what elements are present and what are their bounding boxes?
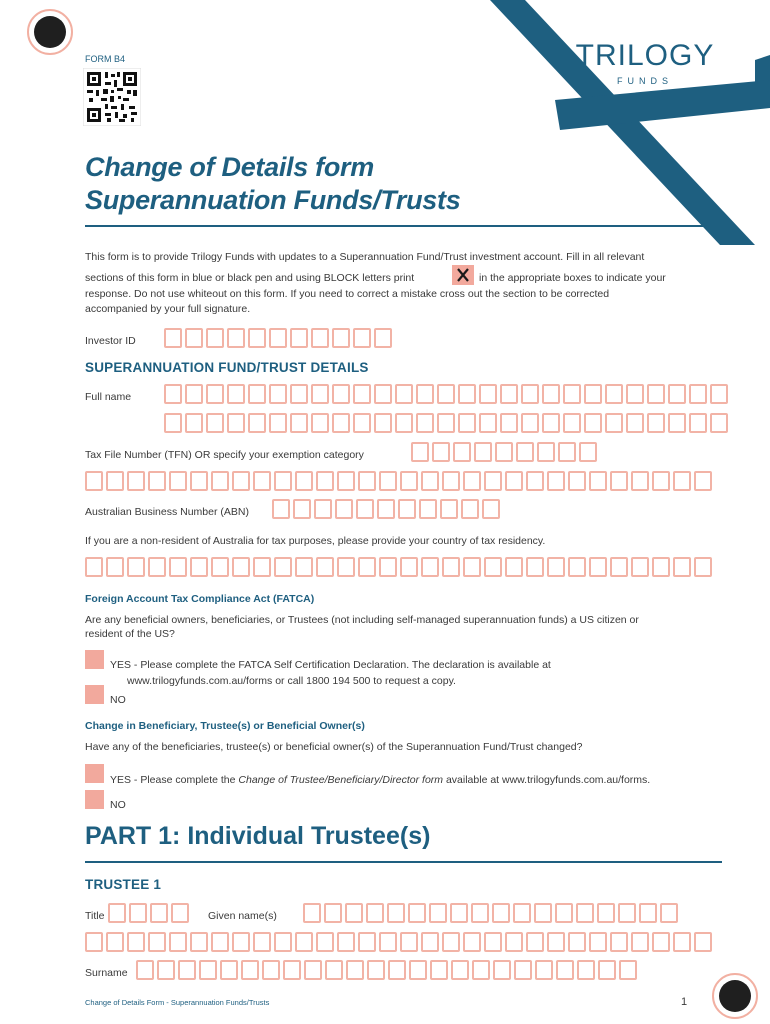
char-box[interactable] — [521, 413, 539, 433]
char-box[interactable] — [463, 932, 481, 952]
fatca-question-line-1: Are any beneficial owners, beneficiaries, or Trustees (not including self-managed superannuation funds) a US citizen or — [85, 614, 639, 626]
char-box[interactable] — [694, 557, 712, 577]
char-box[interactable] — [185, 328, 203, 348]
char-box[interactable] — [337, 471, 355, 491]
char-box[interactable] — [408, 903, 426, 923]
char-box[interactable] — [353, 328, 371, 348]
char-box[interactable] — [232, 932, 250, 952]
char-box[interactable] — [463, 557, 481, 577]
char-box[interactable] — [332, 384, 350, 404]
fatca-no-label: NO — [110, 694, 126, 706]
char-box[interactable] — [576, 903, 594, 923]
char-box[interactable] — [673, 932, 691, 952]
char-box[interactable] — [206, 413, 224, 433]
footer-text: Change of Details Form - Superannuation Funds/Trusts — [85, 998, 270, 1007]
char-box[interactable] — [290, 413, 308, 433]
surname-boxes — [136, 960, 637, 980]
char-box[interactable] — [169, 932, 187, 952]
char-box[interactable] — [605, 384, 623, 404]
char-box[interactable] — [358, 932, 376, 952]
char-box[interactable] — [293, 499, 311, 519]
char-box[interactable] — [652, 471, 670, 491]
char-box[interactable] — [482, 499, 500, 519]
char-box[interactable] — [660, 903, 678, 923]
char-box[interactable] — [516, 442, 534, 462]
char-box[interactable] — [437, 384, 455, 404]
change-yes-form-name: Change of Trustee/Beneficiary/Director form — [238, 774, 444, 786]
char-box[interactable] — [220, 960, 238, 980]
char-box[interactable] — [106, 471, 124, 491]
char-box[interactable] — [537, 442, 555, 462]
char-box[interactable] — [388, 960, 406, 980]
char-box[interactable] — [421, 557, 439, 577]
char-box[interactable] — [253, 557, 271, 577]
char-box[interactable] — [534, 903, 552, 923]
char-box[interactable] — [332, 328, 350, 348]
char-box[interactable] — [295, 557, 313, 577]
char-box[interactable] — [311, 413, 329, 433]
given-names-boxes-row-2 — [85, 932, 712, 952]
char-box[interactable] — [463, 471, 481, 491]
char-box[interactable] — [379, 557, 397, 577]
form-title-line-2: Superannuation Funds/Trusts — [85, 185, 461, 215]
char-box[interactable] — [346, 960, 364, 980]
investor-id-boxes — [164, 328, 392, 348]
char-box[interactable] — [337, 932, 355, 952]
char-box[interactable] — [647, 413, 665, 433]
char-box[interactable] — [652, 932, 670, 952]
char-box[interactable] — [211, 932, 229, 952]
char-box[interactable] — [479, 413, 497, 433]
char-box[interactable] — [358, 557, 376, 577]
change-yes-prefix: YES - Please complete the — [110, 774, 239, 786]
char-box[interactable] — [558, 442, 576, 462]
char-box[interactable] — [484, 471, 502, 491]
change-question: Have any of the beneficiaries, trustee(s) or beneficial owner(s) of the Superannuation Fund/Trust changed? — [85, 741, 583, 753]
qr-code-icon — [83, 68, 141, 126]
char-box[interactable] — [610, 557, 628, 577]
char-box[interactable] — [295, 471, 313, 491]
char-box[interactable] — [157, 960, 175, 980]
change-no-checkbox[interactable] — [85, 790, 104, 809]
char-box[interactable] — [710, 384, 728, 404]
char-box[interactable] — [505, 932, 523, 952]
char-box[interactable] — [694, 932, 712, 952]
title-boxes — [108, 903, 189, 923]
char-box[interactable] — [419, 499, 437, 519]
char-box[interactable] — [411, 442, 429, 462]
char-box[interactable] — [432, 442, 450, 462]
char-box[interactable] — [652, 557, 670, 577]
char-box[interactable] — [178, 960, 196, 980]
fatca-yes-line-1: YES - Please complete the FATCA Self Certification Declaration. The declaration is available at — [110, 659, 551, 671]
title-label: Title — [85, 910, 105, 922]
char-box[interactable] — [453, 442, 471, 462]
form-code: FORM B4 — [85, 54, 126, 64]
char-box[interactable] — [563, 384, 581, 404]
char-box[interactable] — [85, 471, 103, 491]
trustee-1-heading: TRUSTEE 1 — [85, 877, 162, 892]
char-box[interactable] — [547, 932, 565, 952]
char-box[interactable] — [190, 557, 208, 577]
char-box[interactable] — [472, 960, 490, 980]
char-box[interactable] — [269, 384, 287, 404]
char-box[interactable] — [589, 557, 607, 577]
char-box[interactable] — [272, 499, 290, 519]
full-name-boxes-row-2 — [164, 413, 728, 433]
char-box[interactable] — [241, 960, 259, 980]
title-divider — [85, 225, 722, 227]
char-box[interactable] — [710, 413, 728, 433]
tfn-label: Tax File Number (TFN) OR specify your exemption category — [85, 449, 364, 461]
char-box[interactable] — [316, 557, 334, 577]
char-box[interactable] — [164, 384, 182, 404]
char-box[interactable] — [358, 471, 376, 491]
char-box[interactable] — [227, 413, 245, 433]
fatca-yes-checkbox[interactable] — [85, 650, 104, 669]
abn-label: Australian Business Number (ABN) — [85, 506, 249, 518]
char-box[interactable] — [526, 557, 544, 577]
char-box[interactable] — [136, 960, 154, 980]
cross-mark-icon — [452, 265, 474, 285]
char-box[interactable] — [493, 960, 511, 980]
char-box[interactable] — [129, 903, 147, 923]
char-box[interactable] — [227, 328, 245, 348]
char-box[interactable] — [395, 384, 413, 404]
char-box[interactable] — [127, 932, 145, 952]
intro-line-2b: in the appropriate boxes to indicate your — [479, 272, 666, 284]
char-box[interactable] — [610, 932, 628, 952]
char-box[interactable] — [626, 413, 644, 433]
char-box[interactable] — [555, 903, 573, 923]
char-box[interactable] — [232, 471, 250, 491]
fund-details-heading: SUPERANNUATION FUND/TRUST DETAILS — [85, 360, 369, 375]
char-box[interactable] — [495, 442, 513, 462]
intro-line-3: response. Do not use whiteout on this form. If you need to correct a mistake cross out the section to be corrected — [85, 288, 610, 300]
char-box[interactable] — [374, 328, 392, 348]
investor-id-label: Investor ID — [85, 335, 136, 347]
char-box[interactable] — [295, 932, 313, 952]
char-box[interactable] — [598, 960, 616, 980]
char-box[interactable] — [568, 557, 586, 577]
page-number: 1 — [681, 996, 688, 1008]
intro-line-2a: sections of this form in blue or black pen and using BLOCK letters print — [85, 272, 415, 284]
fatca-yes-line-2: www.trilogyfunds.com.au/forms or call 1800 194 500 to request a copy. — [127, 675, 456, 687]
residency-label: If you are a non-resident of Australia for tax purposes, please provide your country of tax residency. — [85, 535, 546, 547]
char-box[interactable] — [248, 413, 266, 433]
char-box[interactable] — [618, 903, 636, 923]
char-box[interactable] — [345, 903, 363, 923]
char-box[interactable] — [85, 557, 103, 577]
char-box[interactable] — [421, 471, 439, 491]
char-box[interactable] — [668, 413, 686, 433]
char-box[interactable] — [227, 384, 245, 404]
char-box[interactable] — [169, 471, 187, 491]
char-box[interactable] — [689, 384, 707, 404]
char-box[interactable] — [324, 903, 342, 923]
change-yes-checkbox[interactable] — [85, 764, 104, 783]
char-box[interactable] — [409, 960, 427, 980]
char-box[interactable] — [400, 932, 418, 952]
char-box[interactable] — [253, 471, 271, 491]
ribbon-decoration — [420, 0, 770, 250]
char-box[interactable] — [148, 932, 166, 952]
char-box[interactable] — [437, 413, 455, 433]
char-box[interactable] — [479, 384, 497, 404]
fatca-heading: Foreign Account Tax Compliance Act (FATCA) — [85, 593, 315, 605]
char-box[interactable] — [150, 903, 168, 923]
trilogy-logo — [565, 40, 725, 86]
char-box[interactable] — [106, 932, 124, 952]
abn-boxes — [272, 499, 500, 519]
char-box[interactable] — [484, 557, 502, 577]
char-box[interactable] — [500, 384, 518, 404]
change-yes-suffix: available at www.trilogyfunds.com.au/forms. — [443, 774, 651, 786]
char-box[interactable] — [450, 903, 468, 923]
char-box[interactable] — [421, 932, 439, 952]
char-box[interactable] — [367, 960, 385, 980]
char-box[interactable] — [398, 499, 416, 519]
char-box[interactable] — [274, 932, 292, 952]
punch-hole-top — [27, 9, 73, 55]
char-box[interactable] — [325, 960, 343, 980]
char-box[interactable] — [127, 471, 145, 491]
char-box[interactable] — [514, 960, 532, 980]
char-box[interactable] — [377, 499, 395, 519]
char-box[interactable] — [127, 557, 145, 577]
char-box[interactable] — [694, 471, 712, 491]
char-box[interactable] — [316, 471, 334, 491]
char-box[interactable] — [269, 328, 287, 348]
char-box[interactable] — [458, 413, 476, 433]
char-box[interactable] — [458, 384, 476, 404]
char-box[interactable] — [303, 903, 321, 923]
char-box[interactable] — [589, 471, 607, 491]
char-box[interactable] — [190, 932, 208, 952]
char-box[interactable] — [206, 384, 224, 404]
char-box[interactable] — [577, 960, 595, 980]
char-box[interactable] — [584, 413, 602, 433]
char-box[interactable] — [631, 471, 649, 491]
char-box[interactable] — [304, 960, 322, 980]
char-box[interactable] — [337, 557, 355, 577]
char-box[interactable] — [631, 557, 649, 577]
char-box[interactable] — [387, 903, 405, 923]
char-box[interactable] — [505, 557, 523, 577]
char-box[interactable] — [673, 557, 691, 577]
char-box[interactable] — [148, 471, 166, 491]
char-box[interactable] — [171, 903, 189, 923]
char-box[interactable] — [248, 328, 266, 348]
char-box[interactable] — [442, 932, 460, 952]
char-box[interactable] — [85, 932, 103, 952]
char-box[interactable] — [206, 328, 224, 348]
char-box[interactable] — [513, 903, 531, 923]
char-box[interactable] — [374, 413, 392, 433]
char-box[interactable] — [442, 557, 460, 577]
char-box[interactable] — [526, 471, 544, 491]
char-box[interactable] — [631, 932, 649, 952]
char-box[interactable] — [542, 384, 560, 404]
char-box[interactable] — [379, 932, 397, 952]
char-box[interactable] — [232, 557, 250, 577]
char-box[interactable] — [471, 903, 489, 923]
char-box[interactable] — [597, 903, 615, 923]
full-name-label: Full name — [85, 391, 132, 403]
change-yes-text — [110, 773, 650, 787]
char-box[interactable] — [190, 471, 208, 491]
char-box[interactable] — [535, 960, 553, 980]
char-box[interactable] — [185, 384, 203, 404]
char-box[interactable] — [526, 932, 544, 952]
char-box[interactable] — [253, 932, 271, 952]
char-box[interactable] — [379, 471, 397, 491]
fatca-no-checkbox[interactable] — [85, 685, 104, 704]
char-box[interactable] — [451, 960, 469, 980]
char-box[interactable] — [164, 413, 182, 433]
char-box[interactable] — [199, 960, 217, 980]
given-names-label: Given name(s) — [208, 910, 277, 922]
logo-subtext: FUNDS — [617, 76, 673, 86]
char-box[interactable] — [353, 384, 371, 404]
intro-line-1: This form is to provide Trilogy Funds with updates to a Superannuation Fund/Trust investment account. Fill in all relevant — [85, 251, 645, 263]
char-box[interactable] — [619, 960, 637, 980]
char-box[interactable] — [430, 960, 448, 980]
char-box[interactable] — [274, 557, 292, 577]
char-box[interactable] — [556, 960, 574, 980]
char-box[interactable] — [106, 557, 124, 577]
char-box[interactable] — [474, 442, 492, 462]
char-box[interactable] — [521, 384, 539, 404]
residency-boxes — [85, 557, 712, 577]
char-box[interactable] — [461, 499, 479, 519]
char-box[interactable] — [274, 471, 292, 491]
char-box[interactable] — [311, 328, 329, 348]
char-box[interactable] — [248, 384, 266, 404]
char-box[interactable] — [283, 960, 301, 980]
char-box[interactable] — [416, 384, 434, 404]
part-1-divider — [85, 861, 722, 863]
punch-hole-bottom — [712, 973, 758, 1019]
char-box[interactable] — [579, 442, 597, 462]
char-box[interactable] — [185, 413, 203, 433]
char-box[interactable] — [332, 413, 350, 433]
char-box[interactable] — [505, 471, 523, 491]
char-box[interactable] — [563, 413, 581, 433]
char-box[interactable] — [164, 328, 182, 348]
surname-label: Surname — [85, 967, 128, 979]
char-box[interactable] — [440, 499, 458, 519]
full-name-boxes-row-1 — [164, 384, 728, 404]
char-box[interactable] — [484, 932, 502, 952]
char-box[interactable] — [353, 413, 371, 433]
char-box[interactable] — [148, 557, 166, 577]
char-box[interactable] — [542, 413, 560, 433]
given-names-boxes — [303, 903, 678, 923]
char-box[interactable] — [626, 384, 644, 404]
char-box[interactable] — [568, 932, 586, 952]
part-1-heading: PART 1: Individual Trustee(s) — [85, 822, 431, 850]
char-box[interactable] — [429, 903, 447, 923]
char-box[interactable] — [584, 384, 602, 404]
char-box[interactable] — [673, 471, 691, 491]
char-box[interactable] — [316, 932, 334, 952]
char-box[interactable] — [547, 471, 565, 491]
char-box[interactable] — [492, 903, 510, 923]
char-box[interactable] — [311, 384, 329, 404]
char-box[interactable] — [395, 413, 413, 433]
fatca-question-line-2: resident of the US? — [85, 628, 175, 640]
char-box[interactable] — [108, 903, 126, 923]
char-box[interactable] — [356, 499, 374, 519]
char-box[interactable] — [211, 557, 229, 577]
char-box[interactable] — [374, 384, 392, 404]
char-box[interactable] — [314, 499, 332, 519]
char-box[interactable] — [269, 413, 287, 433]
char-box[interactable] — [605, 413, 623, 433]
intro-line-4: accompanied by your full signature. — [85, 303, 251, 315]
logo-text: TRILOGY — [575, 39, 715, 72]
char-box[interactable] — [262, 960, 280, 980]
change-no-label: NO — [110, 799, 126, 811]
form-title-line-1: Change of Details form — [85, 152, 374, 182]
char-box[interactable] — [589, 932, 607, 952]
char-box[interactable] — [169, 557, 187, 577]
char-box[interactable] — [547, 557, 565, 577]
char-box[interactable] — [416, 413, 434, 433]
char-box[interactable] — [500, 413, 518, 433]
change-heading: Change in Beneficiary, Trustee(s) or Beneficial Owner(s) — [85, 720, 365, 732]
char-box[interactable] — [610, 471, 628, 491]
char-box[interactable] — [290, 384, 308, 404]
char-box[interactable] — [568, 471, 586, 491]
tfn-boxes — [411, 442, 597, 462]
char-box[interactable] — [639, 903, 657, 923]
exemption-boxes — [85, 471, 712, 491]
char-box[interactable] — [400, 557, 418, 577]
char-box[interactable] — [442, 471, 460, 491]
char-box[interactable] — [400, 471, 418, 491]
char-box[interactable] — [647, 384, 665, 404]
char-box[interactable] — [668, 384, 686, 404]
char-box[interactable] — [689, 413, 707, 433]
char-box[interactable] — [335, 499, 353, 519]
char-box[interactable] — [366, 903, 384, 923]
char-box[interactable] — [290, 328, 308, 348]
char-box[interactable] — [211, 471, 229, 491]
